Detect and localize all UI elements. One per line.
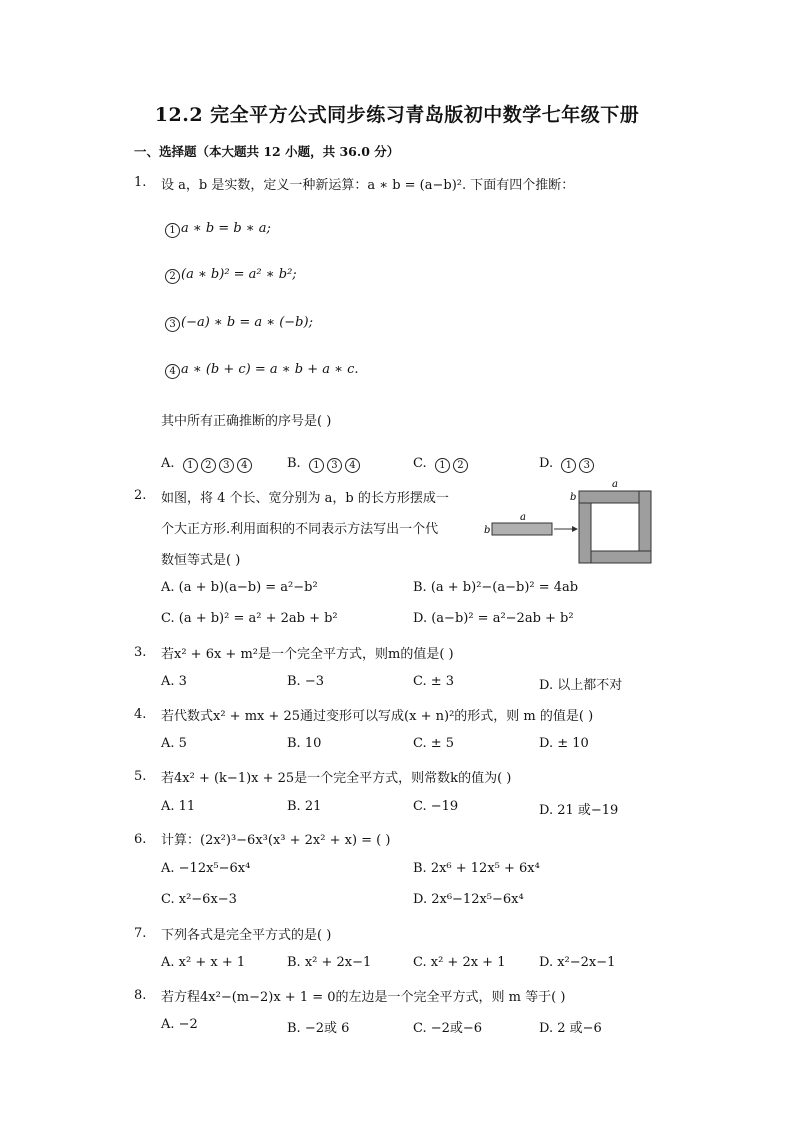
q4-option-b[interactable]: B. 10 <box>287 736 322 751</box>
label-b-big: b <box>570 492 577 503</box>
circled-number-icon: 3 <box>579 458 594 473</box>
q3-number: 3. <box>134 645 147 660</box>
q1-statement-text: a ∗ b = b ∗ a; <box>181 221 271 236</box>
q6-option-b[interactable]: B. 2x⁶ + 12x⁵ + 6x⁴ <box>413 861 540 876</box>
q3-option-a[interactable]: A. 3 <box>161 674 187 689</box>
q2-option-a[interactable]: A. (a + b)(a−b) = a²−b² <box>161 580 318 595</box>
q2-stem-line-1: 如图，将 4 个长、宽分别为 a，b 的长方形摆成一 <box>161 491 449 506</box>
q3-option-d[interactable]: D. 以上都不对 <box>539 678 623 693</box>
q4-option-d[interactable]: D. ± 10 <box>539 736 589 751</box>
q7-option-c[interactable]: C. x² + 2x + 1 <box>413 955 506 970</box>
q8-option-b[interactable]: B. −2或 6 <box>287 1021 350 1036</box>
circled-number-icon: 2 <box>453 458 468 473</box>
q1-option-d[interactable] <box>539 456 597 473</box>
inner-square <box>591 503 639 551</box>
page-title: 12.2 完全平方公式同步练习青岛版初中数学七年级下册 <box>154 104 640 126</box>
q8-stem: 若方程4x²−(m−2)x + 1 = 0的左边是一个完全平方式，则 m 等于( ) <box>161 990 566 1005</box>
q6-option-d[interactable]: D. 2x⁶−12x⁵−6x⁴ <box>413 892 524 907</box>
q8-option-c[interactable]: C. −2或−6 <box>413 1021 483 1036</box>
option-letter: A. <box>161 456 175 471</box>
q8-number: 8. <box>134 988 147 1003</box>
circled-number-icon: 3 <box>327 458 342 473</box>
q7-stem: 下列各式是完全平方式的是( ) <box>161 928 332 943</box>
circled-number-icon: 2 <box>201 458 216 473</box>
q1-option-b[interactable] <box>287 456 363 473</box>
arrow-head-icon <box>572 526 578 532</box>
q1-statement-text: a ∗ (b + c) = a ∗ b + a ∗ c. <box>181 362 359 377</box>
q7-option-d[interactable]: D. x²−2x−1 <box>539 955 616 970</box>
q5-option-c[interactable]: C. −19 <box>413 799 459 814</box>
q1-stem: 设 a，b 是实数，定义一种新运算：a ∗ b = (a−b)². 下面有四个推断： <box>161 178 575 193</box>
q4-stem: 若代数式x² + mx + 25通过变形可以写成(x + n)²的形式，则 m 的值是( ) <box>161 709 594 724</box>
q7-option-b[interactable]: B. x² + 2x−1 <box>287 955 372 970</box>
q4-number: 4. <box>134 707 147 722</box>
q2-stem-line-2: 个大正方形.利用面积的不同表示方法写出一个代 <box>161 522 439 537</box>
q7-number: 7. <box>134 926 147 941</box>
q1-statement-text: (−a) ∗ b = a ∗ (−b); <box>181 315 313 330</box>
q1-option-c[interactable] <box>413 456 471 473</box>
q5-number: 5. <box>134 769 147 784</box>
circled-number-icon: 2 <box>165 269 180 284</box>
rectangles-figure <box>480 478 660 578</box>
q1-statement-2 <box>165 267 297 284</box>
q1-prompt: 其中所有正确推断的序号是( ) <box>161 414 332 429</box>
q1-statement-text: (a ∗ b)² = a² ∗ b²; <box>181 267 297 282</box>
q1-statement-3 <box>165 315 313 332</box>
circled-number-icon: 3 <box>219 458 234 473</box>
option-letter: D. <box>539 456 554 471</box>
circled-number-icon: 3 <box>165 317 180 332</box>
small-rectangle <box>492 523 552 535</box>
q6-option-a[interactable]: A. −12x⁵−6x⁴ <box>161 861 251 876</box>
circled-number-icon: 4 <box>237 458 252 473</box>
q6-number: 6. <box>134 832 147 847</box>
circled-number-icon: 4 <box>345 458 360 473</box>
q8-option-a[interactable]: A. −2 <box>161 1017 198 1032</box>
q3-stem: 若x² + 6x + m²是一个完全平方式，则m的值是( ) <box>161 647 454 662</box>
q2-stem-line-3: 数恒等式是( ) <box>161 553 241 568</box>
circled-number-icon: 1 <box>561 458 576 473</box>
q5-option-a[interactable]: A. 11 <box>161 799 196 814</box>
label-b-small: b <box>484 525 491 536</box>
label-a-big: a <box>612 479 618 490</box>
q5-option-d[interactable]: D. 21 或−19 <box>539 803 619 818</box>
circled-number-icon: 4 <box>165 364 180 379</box>
section-heading: 一、选择题（本大题共 12 小题，共 36.0 分） <box>134 144 400 159</box>
q2-option-d[interactable]: D. (a−b)² = a²−2ab + b² <box>413 611 574 626</box>
circled-number-icon: 1 <box>183 458 198 473</box>
q1-statement-1 <box>165 221 271 238</box>
q3-option-b[interactable]: B. −3 <box>287 674 324 689</box>
q1-statement-4 <box>165 362 359 379</box>
q1-number: 1. <box>134 175 147 190</box>
q3-option-c[interactable]: C. ± 3 <box>413 674 455 689</box>
circled-number-icon: 1 <box>309 458 324 473</box>
circled-number-icon: 1 <box>435 458 450 473</box>
q2-option-c[interactable]: C. (a + b)² = a² + 2ab + b² <box>161 611 338 626</box>
q4-option-c[interactable]: C. ± 5 <box>413 736 455 751</box>
q6-stem: 计算：(2x²)³−6x³(x³ + 2x² + x) = ( ) <box>161 833 391 848</box>
label-a-small: a <box>520 512 526 523</box>
q2-number: 2. <box>134 488 147 503</box>
q5-stem: 若4x² + (k−1)x + 25是一个完全平方式，则常数k的值为( ) <box>161 771 512 786</box>
q2-option-b[interactable]: B. (a + b)²−(a−b)² = 4ab <box>413 580 579 595</box>
q1-option-a[interactable] <box>161 456 255 473</box>
q5-option-b[interactable]: B. 21 <box>287 799 322 814</box>
option-letter: B. <box>287 456 301 471</box>
q7-option-a[interactable]: A. x² + x + 1 <box>161 955 246 970</box>
option-letter: C. <box>413 456 427 471</box>
q4-option-a[interactable]: A. 5 <box>161 736 187 751</box>
q8-option-d[interactable]: D. 2 或−6 <box>539 1021 602 1036</box>
circled-number-icon: 1 <box>165 223 180 238</box>
q6-option-c[interactable]: C. x²−6x−3 <box>161 892 237 907</box>
